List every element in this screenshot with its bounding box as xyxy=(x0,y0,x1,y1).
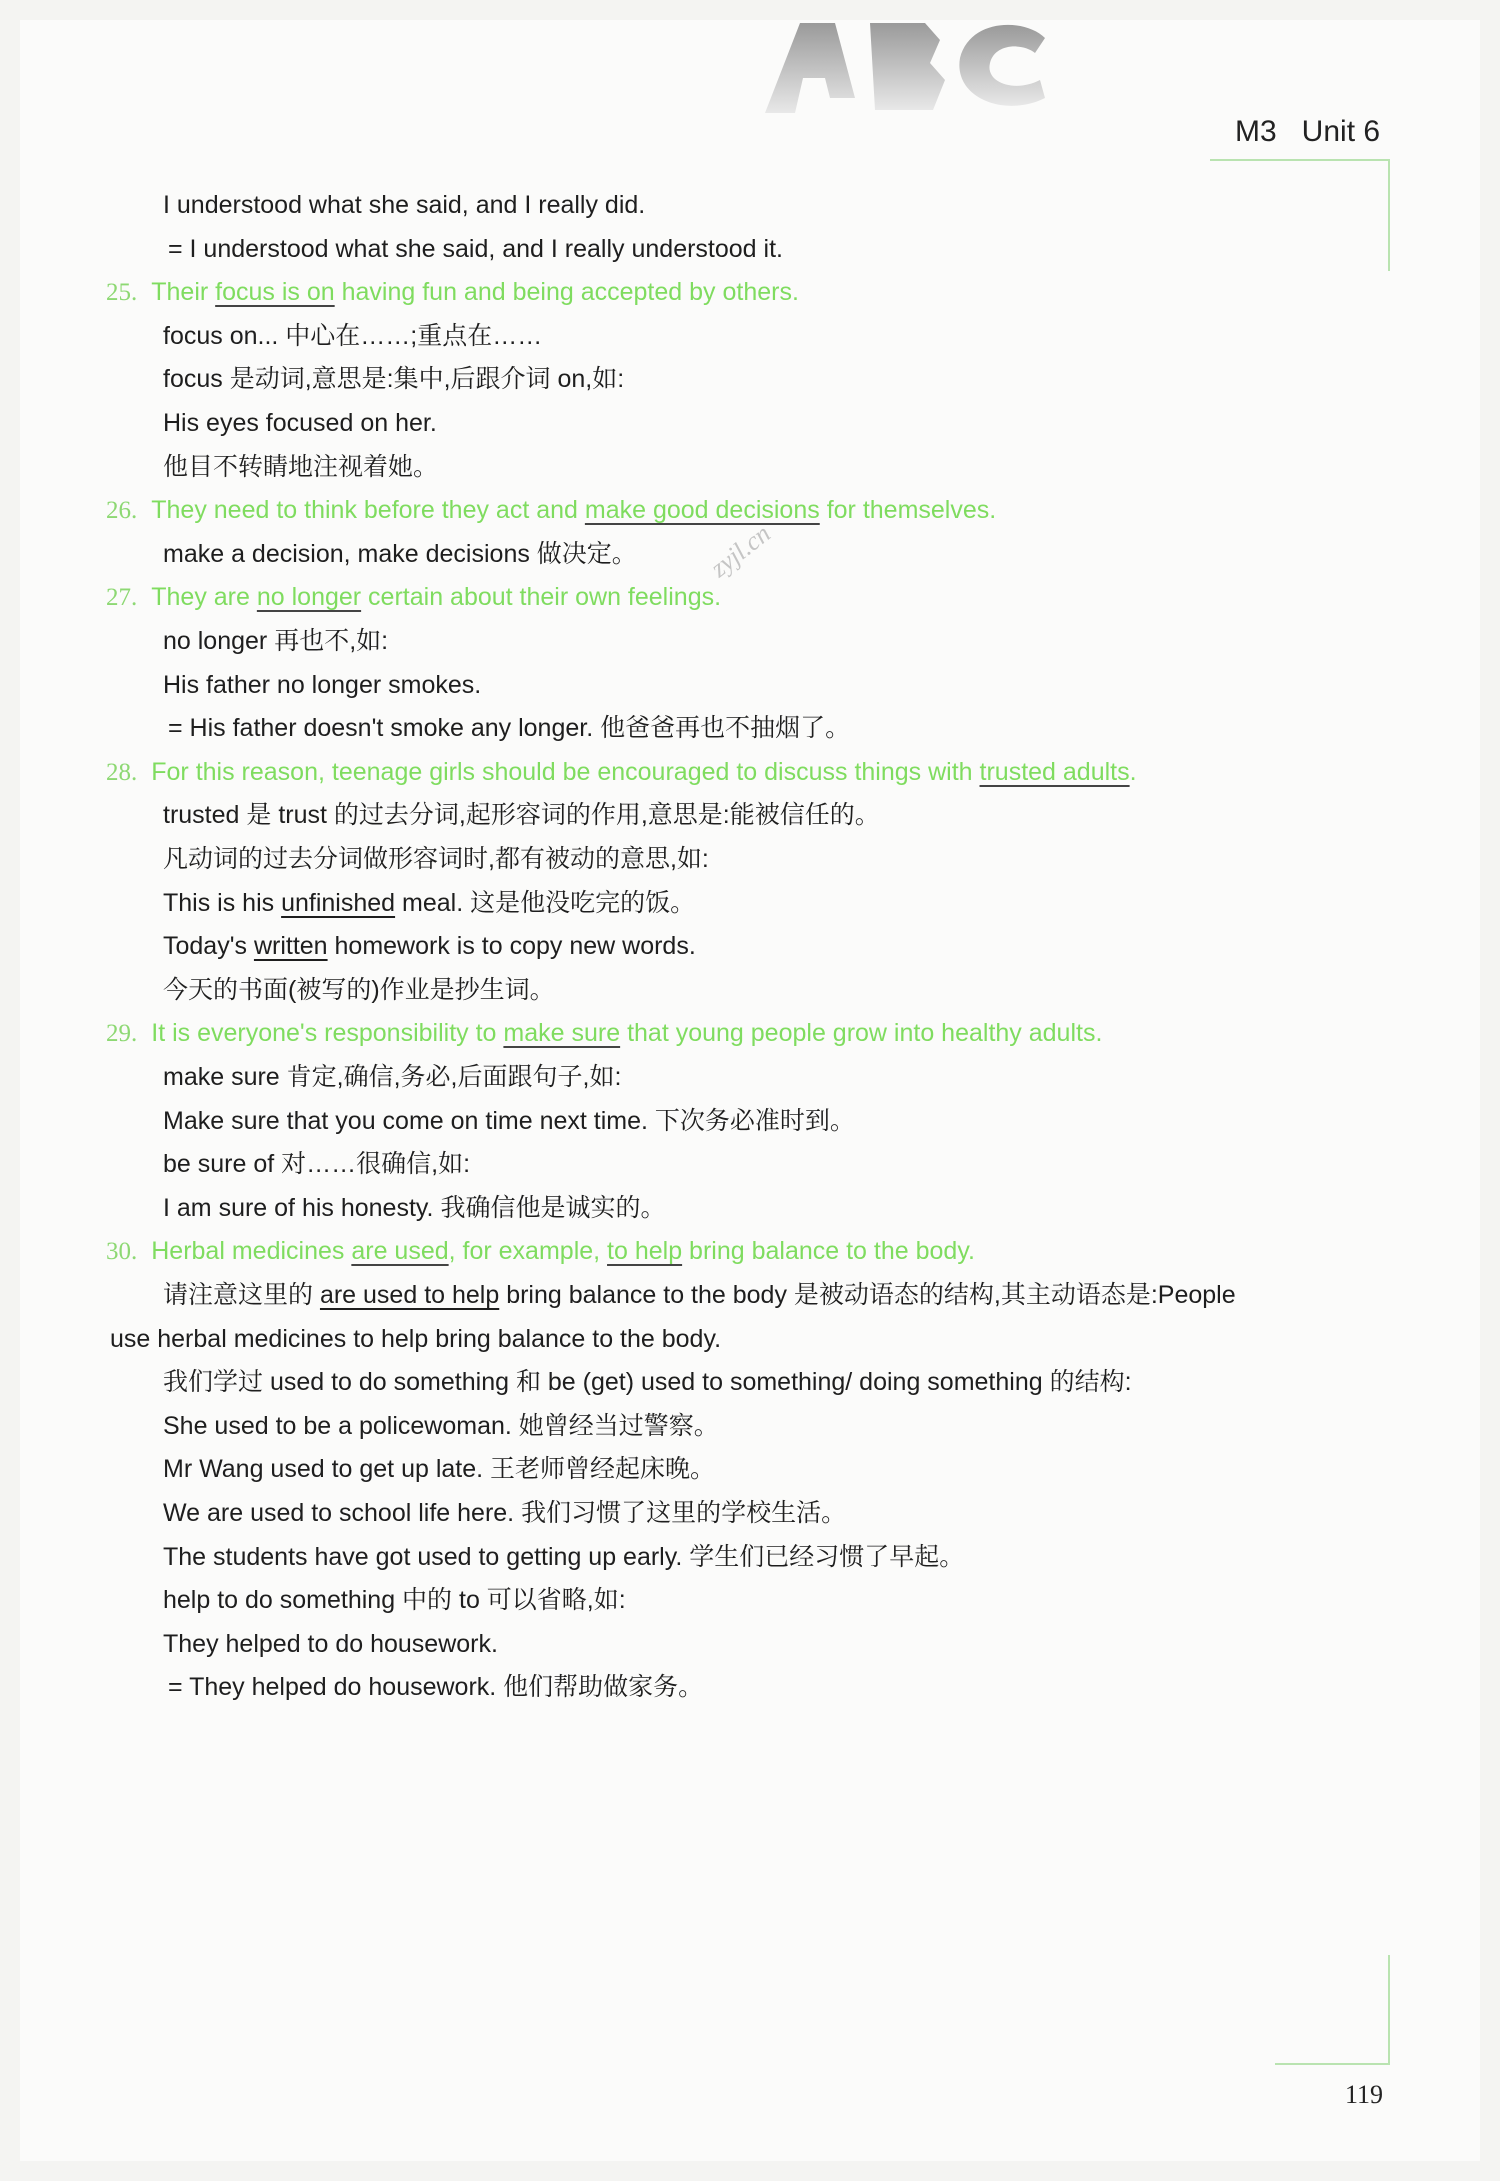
note-line xyxy=(163,1452,715,1486)
footer-rule-horizontal xyxy=(1275,2063,1390,2065)
underlined-phrase: make sure xyxy=(503,1019,621,1048)
item-number: 26. xyxy=(106,497,138,525)
line-text: , for example, xyxy=(448,1237,608,1266)
underlined-phrase: trusted adults xyxy=(979,757,1130,786)
example-sentence xyxy=(106,580,721,615)
note-line xyxy=(163,1191,665,1225)
note-line xyxy=(163,450,438,484)
line-text: homework is to copy new words. xyxy=(327,932,696,961)
note-line xyxy=(163,1409,719,1443)
watermark: zyjl.cn xyxy=(705,518,776,583)
line-text: that young people grow into healthy adults. xyxy=(620,1019,1103,1048)
line-text: be sure of 对……很确信,如: xyxy=(163,1150,471,1179)
example-sentence xyxy=(106,1016,1102,1051)
line-text: help to do something 中的 to 可以省略,如: xyxy=(163,1586,626,1615)
note-line xyxy=(163,1496,846,1530)
example-sentence xyxy=(106,755,1137,790)
line-text: meal. 这是他没吃完的饭。 xyxy=(395,888,696,917)
footer-rule-vertical xyxy=(1388,1955,1390,2065)
note-line xyxy=(163,537,637,571)
line-text: = His father doesn't smoke any longer. 他爸爸再也不抽烟了。 xyxy=(168,714,851,743)
line-text: They need to think before they act and xyxy=(151,496,585,525)
note-line xyxy=(163,1104,855,1138)
line-text: It is everyone's responsibility to xyxy=(151,1019,504,1048)
note-line xyxy=(163,842,709,876)
note-line xyxy=(163,362,624,396)
example-sentence xyxy=(106,493,996,528)
note-line xyxy=(163,1278,1236,1312)
example-sentence xyxy=(106,275,799,310)
note-line xyxy=(110,1322,721,1356)
note-line xyxy=(168,1670,703,1704)
line-text: They helped to do housework. xyxy=(163,1629,498,1658)
item-number: 28. xyxy=(106,758,138,786)
line-text: Today's xyxy=(163,932,254,961)
line-text: 请注意这里的 xyxy=(163,1281,320,1309)
line-text: . xyxy=(1129,757,1137,786)
line-text: His eyes focused on her. xyxy=(163,409,437,437)
note-line xyxy=(168,711,850,745)
note-line xyxy=(163,188,645,222)
note-line xyxy=(163,886,695,920)
note-line xyxy=(163,1540,964,1574)
line-text: bring balance to the body 是被动语态的结构,其主动语态是:People xyxy=(499,1281,1236,1309)
line-text: I understood what she said, and I really did. xyxy=(163,191,646,219)
line-text: 今天的书面(被写的)作业是抄生词。 xyxy=(163,975,555,1004)
line-text: trusted 是 trust 的过去分词,起形容词的作用,意思是:能被信任的。 xyxy=(163,801,880,830)
line-text: His father no longer smokes. xyxy=(163,670,482,699)
line-text: make a decision, make decisions 做决定。 xyxy=(163,539,637,568)
line-text: The students have got used to getting up early. 学生们已经习惯了早起。 xyxy=(163,1542,965,1571)
line-text: For this reason, teenage girls should be encouraged to discuss things with xyxy=(151,757,980,786)
underlined-phrase: are used xyxy=(351,1237,449,1266)
note-line xyxy=(168,232,783,266)
line-text: 凡动词的过去分词做形容词时,都有被动的意思,如: xyxy=(163,845,709,873)
line-text: having fun and being accepted by others. xyxy=(334,278,799,307)
line-text: Their xyxy=(151,278,216,307)
note-line xyxy=(163,798,880,832)
line-text: This is his xyxy=(163,888,282,917)
line-text: certain about their own feelings. xyxy=(361,583,722,612)
line-text: = They helped do housework. 他们帮助做家务。 xyxy=(168,1673,704,1702)
line-text: Mr Wang used to get up late. 王老师曾经起床晚。 xyxy=(163,1455,716,1484)
note-line xyxy=(163,624,388,658)
underlined-phrase: to help xyxy=(607,1237,683,1266)
line-text: Make sure that you come on time next time. 下次务必准时到。 xyxy=(163,1106,855,1135)
line-text: 我们学过 used to do something 和 be (get) used to something/ doing something 的结构: xyxy=(163,1368,1132,1397)
line-text: They are xyxy=(151,583,257,612)
note-line xyxy=(163,1147,470,1181)
underlined-phrase: unfinished xyxy=(281,888,396,917)
item-number: 29. xyxy=(106,1020,138,1048)
line-text: = I understood what she said, and I really understood it. xyxy=(168,234,783,263)
underlined-phrase: focus is on xyxy=(215,278,335,307)
line-text: We are used to school life here. 我们习惯了这里的学校生活。 xyxy=(163,1499,847,1527)
underlined-phrase: make good decisions xyxy=(584,496,820,525)
item-number: 25. xyxy=(106,279,138,307)
line-text: I am sure of his honesty. 我确信他是诚实的。 xyxy=(163,1193,666,1222)
note-line xyxy=(163,1365,1132,1399)
item-number: 30. xyxy=(106,1238,138,1266)
item-number: 27. xyxy=(106,584,138,612)
unit-header: M3 Unit 6 xyxy=(1235,115,1381,148)
underlined-phrase: are used to help xyxy=(319,1281,500,1309)
page-number: 119 xyxy=(1345,2080,1384,2109)
underlined-phrase: no longer xyxy=(256,583,362,612)
line-text: Herbal medicines xyxy=(151,1237,352,1266)
line-text: bring balance to the body. xyxy=(682,1237,975,1266)
note-line xyxy=(163,668,481,702)
header-rule-vertical xyxy=(1388,159,1390,271)
line-text: 他目不转睛地注视着她。 xyxy=(163,452,439,481)
abc-logo xyxy=(755,18,1065,128)
line-text: make sure 肯定,确信,务必,后面跟句子,如: xyxy=(163,1063,622,1091)
note-line xyxy=(163,973,555,1007)
underlined-phrase: written xyxy=(253,932,328,961)
note-line xyxy=(163,1060,621,1094)
note-line xyxy=(163,406,437,440)
example-sentence xyxy=(106,1234,975,1269)
note-line xyxy=(163,1627,498,1661)
line-text: no longer 再也不,如: xyxy=(163,627,389,655)
line-text: focus 是动词,意思是:集中,后跟介词 on,如: xyxy=(163,365,625,394)
line-text: She used to be a policewoman. 她曾经当过警察。 xyxy=(163,1411,719,1440)
line-text: for themselves. xyxy=(819,496,997,525)
line-text: focus on... 中心在……;重点在…… xyxy=(163,321,543,350)
note-line xyxy=(163,1583,626,1617)
note-line xyxy=(163,319,542,353)
line-text: use herbal medicines to help bring balance to the body. xyxy=(110,1324,722,1353)
note-line xyxy=(163,929,696,963)
header-rule-horizontal xyxy=(1210,159,1390,161)
